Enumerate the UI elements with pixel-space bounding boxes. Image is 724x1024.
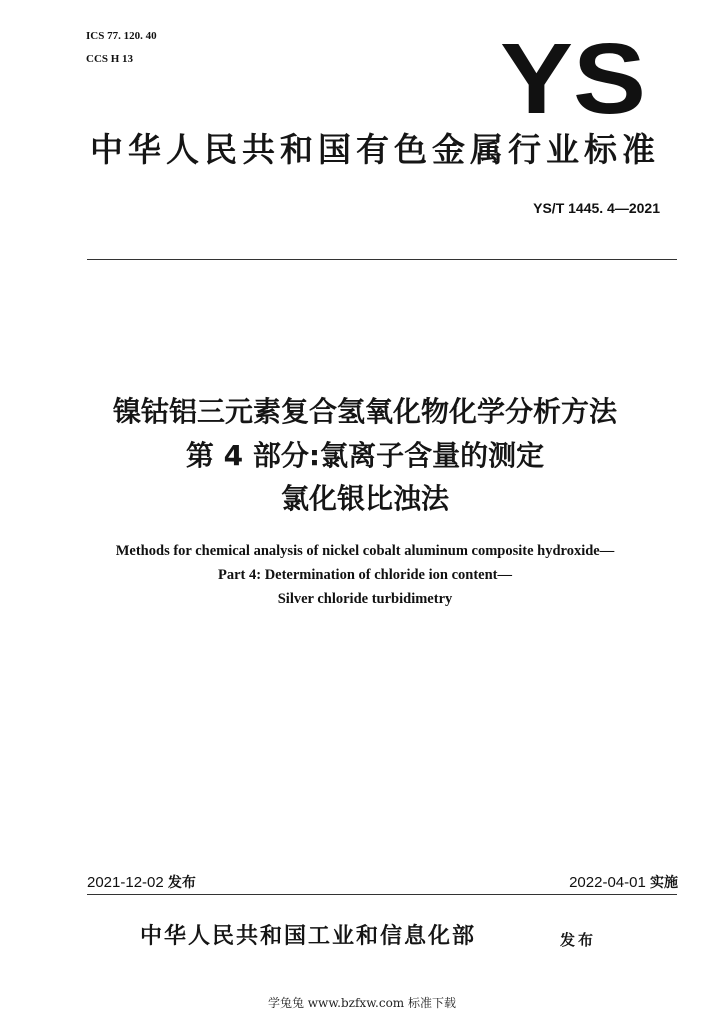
title-en-line1: Methods for chemical analysis of nickel cobalt aluminum composite hydroxide— xyxy=(115,543,615,559)
ccs-code: CCS H 13 xyxy=(86,53,134,65)
title-en-line2: Part 4: Determination of chloride ion content— xyxy=(218,567,512,583)
issue-label: 发布 xyxy=(167,875,196,891)
ys-logo xyxy=(498,37,648,117)
implement-label: 实施 xyxy=(650,875,678,891)
issuer-verb: 发布 xyxy=(560,931,597,949)
implement-date xyxy=(569,873,678,893)
standard-number: YS/T 1445. 4—2021 xyxy=(533,200,660,216)
top-divider xyxy=(87,259,677,260)
title-cn-line1: 镍钴铝三元素复合氢氧化物化学分析方法 xyxy=(112,395,617,428)
ys-logo-text: YS xyxy=(500,37,646,117)
implement-date-value: 2022-04-01 xyxy=(569,874,646,891)
title-en-line3: Silver chloride turbidimetry xyxy=(277,591,453,607)
ys-logo-mark xyxy=(498,37,648,117)
title-cn-line3: 氯化银比浊法 xyxy=(280,482,449,515)
org-title: 中华人民共和国有色金属行业标准 xyxy=(90,130,660,169)
footer-watermark: 学兔兔 www.bzfxw.com 标准下载 xyxy=(267,996,457,1010)
bottom-divider xyxy=(87,894,677,895)
issuer-name: 中华人民共和国工业和信息化部 xyxy=(140,924,477,949)
title-cn-line2: 第 4 部分:氯离子含量的测定 xyxy=(185,439,545,472)
issue-date xyxy=(87,873,196,893)
issue-date-value: 2021-12-02 xyxy=(87,874,164,891)
ics-code: ICS 77. 120. 40 xyxy=(86,30,157,42)
